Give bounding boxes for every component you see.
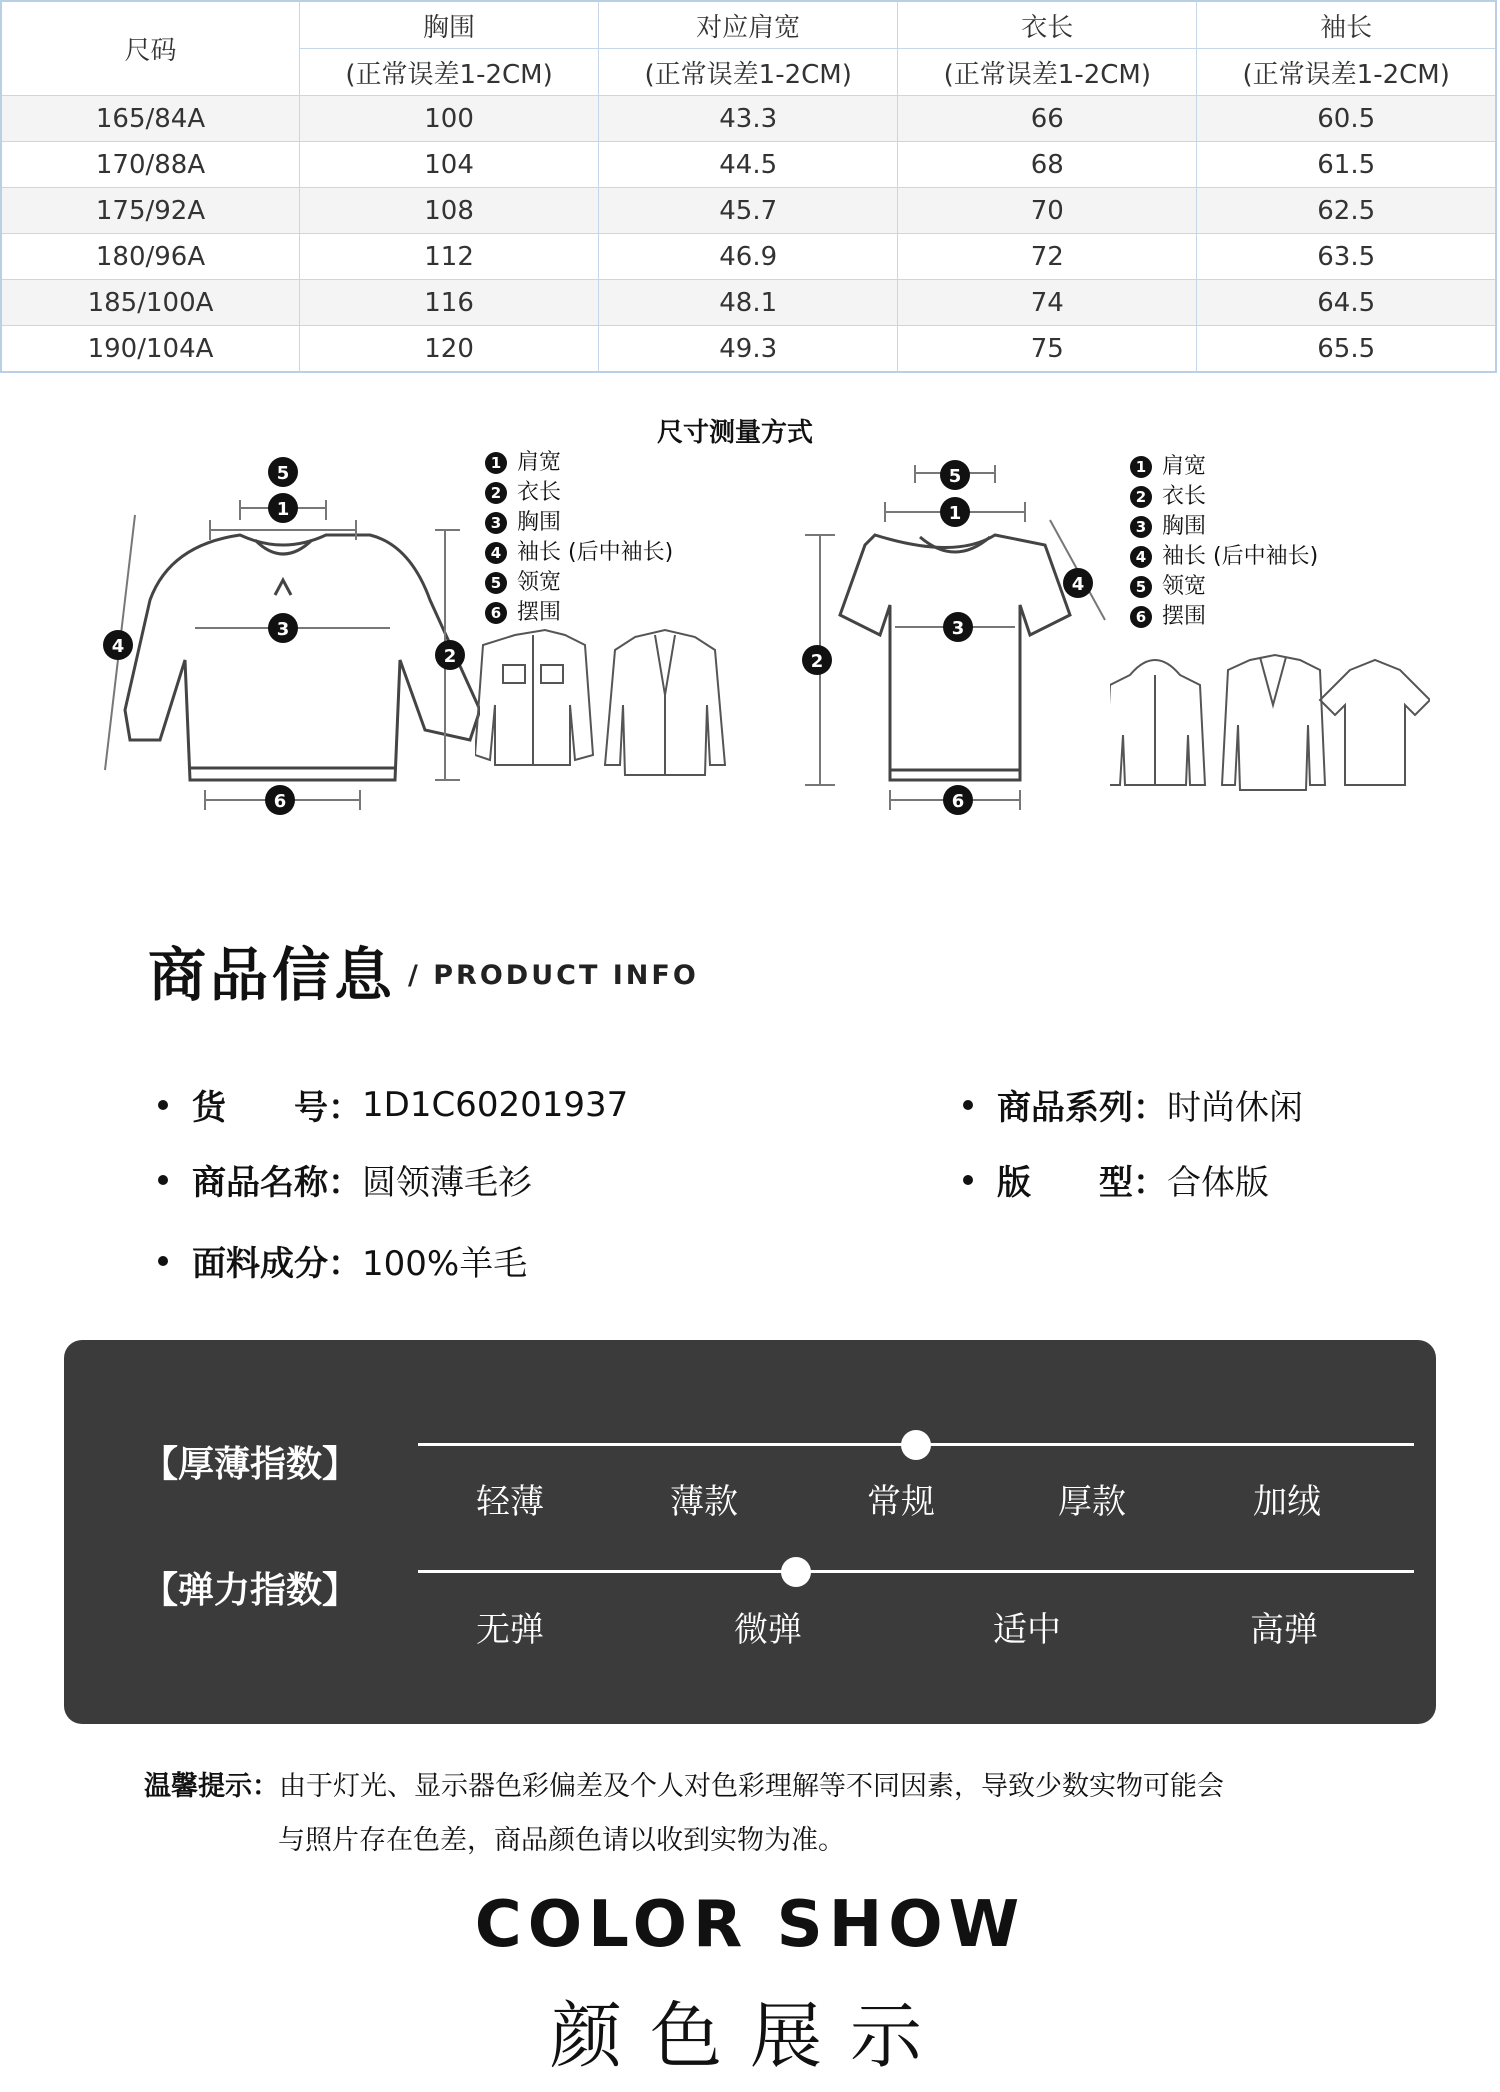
svg-text:2: 2 — [443, 646, 457, 667]
elasticity-option: 微弹 — [734, 1610, 802, 1650]
table-cell: 72 — [898, 234, 1197, 280]
table-cell: 61.5 — [1197, 142, 1496, 188]
item-number — [158, 1080, 628, 1129]
color-show-subheading: 颜色展示 — [549, 1994, 950, 2078]
table-cell: 185/100A — [1, 280, 300, 326]
legend-label: 袖长 (后中袖长) — [517, 540, 674, 565]
size-table — [0, 0, 1497, 373]
product-fit-value: 合体版 — [1167, 1163, 1269, 1203]
legend-label: 衣长 — [517, 480, 562, 505]
svg-text:1: 1 — [948, 503, 962, 524]
legend-label: 领宽 — [1162, 574, 1207, 599]
thickness-option: 加绒 — [1253, 1482, 1321, 1522]
svg-text:6: 6 — [951, 791, 965, 812]
legend-label: 胸围 — [1162, 514, 1207, 539]
legend-label: 衣长 — [1162, 484, 1207, 509]
color-show-heading: COLOR SHOW — [474, 1888, 1026, 1962]
legend-number-icon: 1 — [1130, 456, 1152, 478]
product-fit-label: 版 型： — [997, 1163, 1167, 1203]
elasticity-scale-track — [418, 1570, 1414, 1573]
product-fit — [963, 1155, 1269, 1204]
legend-number-icon: 4 — [485, 542, 507, 564]
table-cell: 44.5 — [599, 142, 898, 188]
product-info-subtitle: / PRODUCT INFO — [408, 960, 699, 991]
bullet-icon — [158, 1175, 168, 1185]
header-sleeve: 袖长 — [1197, 1, 1496, 49]
measurement-legend — [485, 448, 673, 628]
legend-label: 摆围 — [1162, 604, 1207, 629]
color-notice — [144, 1760, 1374, 1868]
elasticity-option: 无弹 — [476, 1610, 544, 1650]
legend-label: 胸围 — [517, 510, 562, 535]
jacket-illustrations — [475, 625, 735, 785]
table-cell: 48.1 — [599, 280, 898, 326]
legend-label: 袖长 (后中袖长) — [1162, 544, 1319, 569]
legend-number-icon: 2 — [485, 482, 507, 504]
legend-label: 摆围 — [517, 600, 562, 625]
table-cell: 116 — [300, 280, 599, 326]
thickness-option: 轻薄 — [476, 1482, 544, 1522]
bullet-icon — [963, 1100, 973, 1110]
legend-label: 肩宽 — [517, 450, 562, 475]
tolerance-note: (正常误差1-2CM) — [898, 49, 1197, 96]
table-row — [1, 96, 1496, 142]
table-cell: 64.5 — [1197, 280, 1496, 326]
hoodie-cardigan-tee-illustrations — [1110, 645, 1430, 795]
svg-text:5: 5 — [948, 466, 962, 487]
legend-number-icon: 1 — [485, 452, 507, 474]
table-cell: 65.5 — [1197, 326, 1496, 373]
table-cell: 66 — [898, 96, 1197, 142]
legend-label: 领宽 — [517, 570, 562, 595]
table-cell: 112 — [300, 234, 599, 280]
legend-label: 肩宽 — [1162, 454, 1207, 479]
header-size: 尺码 — [1, 1, 300, 96]
legend-number-icon: 5 — [1130, 576, 1152, 598]
table-cell: 46.9 — [599, 234, 898, 280]
tolerance-note: (正常误差1-2CM) — [599, 49, 898, 96]
product-name-value: 圆领薄毛衫 — [362, 1163, 532, 1203]
table-cell: 49.3 — [599, 326, 898, 373]
table-cell: 190/104A — [1, 326, 300, 373]
legend-number-icon: 3 — [1130, 516, 1152, 538]
table-row — [1, 188, 1496, 234]
tshirt-diagram — [795, 455, 1115, 815]
legend-number-icon: 2 — [1130, 486, 1152, 508]
bullet-icon — [963, 1175, 973, 1185]
table-cell: 180/96A — [1, 234, 300, 280]
legend-number-icon: 4 — [1130, 546, 1152, 568]
tolerance-note: (正常误差1-2CM) — [1197, 49, 1496, 96]
notice-label: 温馨提示： — [144, 1771, 279, 1802]
table-cell: 74 — [898, 280, 1197, 326]
legend-number-icon: 6 — [485, 602, 507, 624]
header-chest: 胸围 — [300, 1, 599, 49]
measurement-legend-2 — [1130, 452, 1318, 632]
table-row — [1, 280, 1496, 326]
product-series-label: 商品系列： — [997, 1088, 1167, 1128]
notice-line-1: 由于灯光、显示器色彩偏差及个人对色彩理解等不同因素，导致少数实物可能会 — [279, 1771, 1224, 1802]
table-cell: 100 — [300, 96, 599, 142]
table-row — [1, 234, 1496, 280]
table-cell: 175/92A — [1, 188, 300, 234]
thickness-option: 常规 — [867, 1482, 935, 1522]
table-cell: 62.5 — [1197, 188, 1496, 234]
svg-text:1: 1 — [276, 499, 290, 520]
svg-text:3: 3 — [951, 618, 965, 639]
table-cell: 104 — [300, 142, 599, 188]
legend-number-icon: 3 — [485, 512, 507, 534]
svg-text:4: 4 — [1071, 574, 1085, 595]
item-number-value: 1D1C60201937 — [362, 1084, 629, 1125]
table-cell: 170/88A — [1, 142, 300, 188]
sweater-diagram — [100, 450, 480, 820]
thickness-option: 厚款 — [1058, 1482, 1126, 1522]
tolerance-note: (正常误差1-2CM) — [300, 49, 599, 96]
table-cell: 75 — [898, 326, 1197, 373]
fabric-value: 100%羊毛 — [362, 1244, 528, 1284]
product-info-title: 商品信息 — [148, 941, 397, 1009]
elasticity-option: 高弹 — [1250, 1610, 1318, 1650]
table-cell: 45.7 — [599, 188, 898, 234]
item-number-label: 货 号： — [192, 1088, 362, 1128]
product-name — [158, 1155, 532, 1204]
thickness-option: 薄款 — [670, 1482, 738, 1522]
table-cell: 108 — [300, 188, 599, 234]
svg-text:4: 4 — [111, 636, 125, 657]
product-name-label: 商品名称： — [192, 1163, 362, 1203]
svg-text:2: 2 — [810, 651, 824, 672]
product-series — [963, 1080, 1303, 1129]
header-shoulder: 对应肩宽 — [599, 1, 898, 49]
table-cell: 165/84A — [1, 96, 300, 142]
elasticity-option: 适中 — [993, 1610, 1061, 1650]
table-cell: 68 — [898, 142, 1197, 188]
table-row — [1, 142, 1496, 188]
notice-line-2: 与照片存在色差，商品颜色请以收到实物为准。 — [278, 1825, 845, 1856]
svg-text:6: 6 — [273, 791, 287, 812]
elasticity-scale-knob — [781, 1557, 811, 1587]
svg-text:5: 5 — [276, 463, 290, 484]
svg-text:3: 3 — [276, 619, 290, 640]
header-length: 衣长 — [898, 1, 1197, 49]
thickness-index-label: 【厚薄指数】 — [142, 1444, 359, 1485]
table-cell: 120 — [300, 326, 599, 373]
table-cell: 60.5 — [1197, 96, 1496, 142]
thickness-scale-knob — [901, 1430, 931, 1460]
table-row — [1, 326, 1496, 373]
table-cell: 70 — [898, 188, 1197, 234]
index-panel — [64, 1340, 1436, 1724]
measurement-title: 尺寸测量方式 — [656, 418, 813, 448]
legend-number-icon: 6 — [1130, 606, 1152, 628]
table-cell: 63.5 — [1197, 234, 1496, 280]
fabric-composition — [158, 1236, 527, 1285]
legend-number-icon: 5 — [485, 572, 507, 594]
bullet-icon — [158, 1100, 168, 1110]
table-cell: 43.3 — [599, 96, 898, 142]
elasticity-index-label: 【弹力指数】 — [142, 1570, 359, 1611]
bullet-icon — [158, 1256, 168, 1266]
product-series-value: 时尚休闲 — [1167, 1088, 1303, 1128]
fabric-label: 面料成分： — [192, 1244, 362, 1284]
